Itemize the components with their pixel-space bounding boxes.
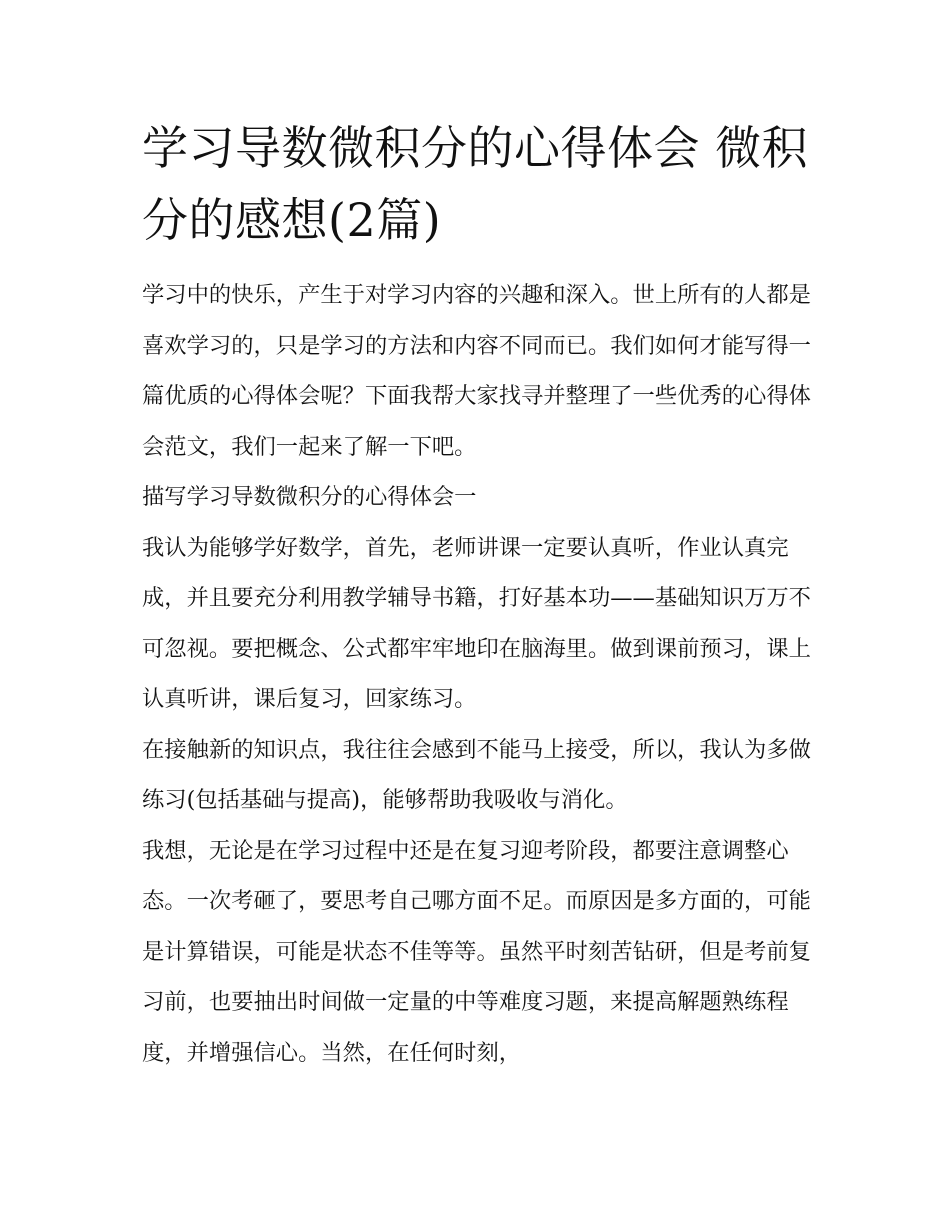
intro-paragraph: 学习中的快乐，产生于对学习内容的兴趣和深入。世上所有的人都是喜欢学习的，只是学习的方法和内容不同而已。我们如何才能写得一篇优质的心得体会呢？下面我帮大家找寻并整理了一些优秀的心得体会范文，我们一起来了解一下吧。: [142, 282, 811, 460]
document-body: [142, 112, 812, 1078]
section-heading: 描写学习导数微积分的心得体会一: [142, 484, 477, 510]
body-paragraph: 我认为能够学好数学，首先，老师讲课一定要认真听，作业认真完成，并且要充分利用教学辅导书籍，打好基本功——基础知识万万不可忽视。要把概念、公式都牢牢地印在脑海里。做到课前预习，课上认真听讲，课后复习，回家练习。: [142, 534, 811, 712]
document-title: 学习导数微积分的心得体会 微积分的感想(2篇): [142, 121, 809, 247]
body-paragraph: 我想，无论是在学习过程中还是在复习迎考阶段，都要注意调整心态。一次考砸了，要思考自己哪方面不足。而原因是多方面的，可能是计算错误，可能是状态不佳等等。虽然平时刻苦钻研，但是考前复习前，也要抽出时间做一定量的中等难度习题，来提高解题熟练程度，并增强信心。当然，在任何时刻，: [142, 837, 811, 1066]
body-paragraph: 在接触新的知识点，我往往会感到不能马上接受，所以，我认为多做练习(包括基础与提高)，能够帮助我吸收与消化。: [142, 736, 811, 813]
